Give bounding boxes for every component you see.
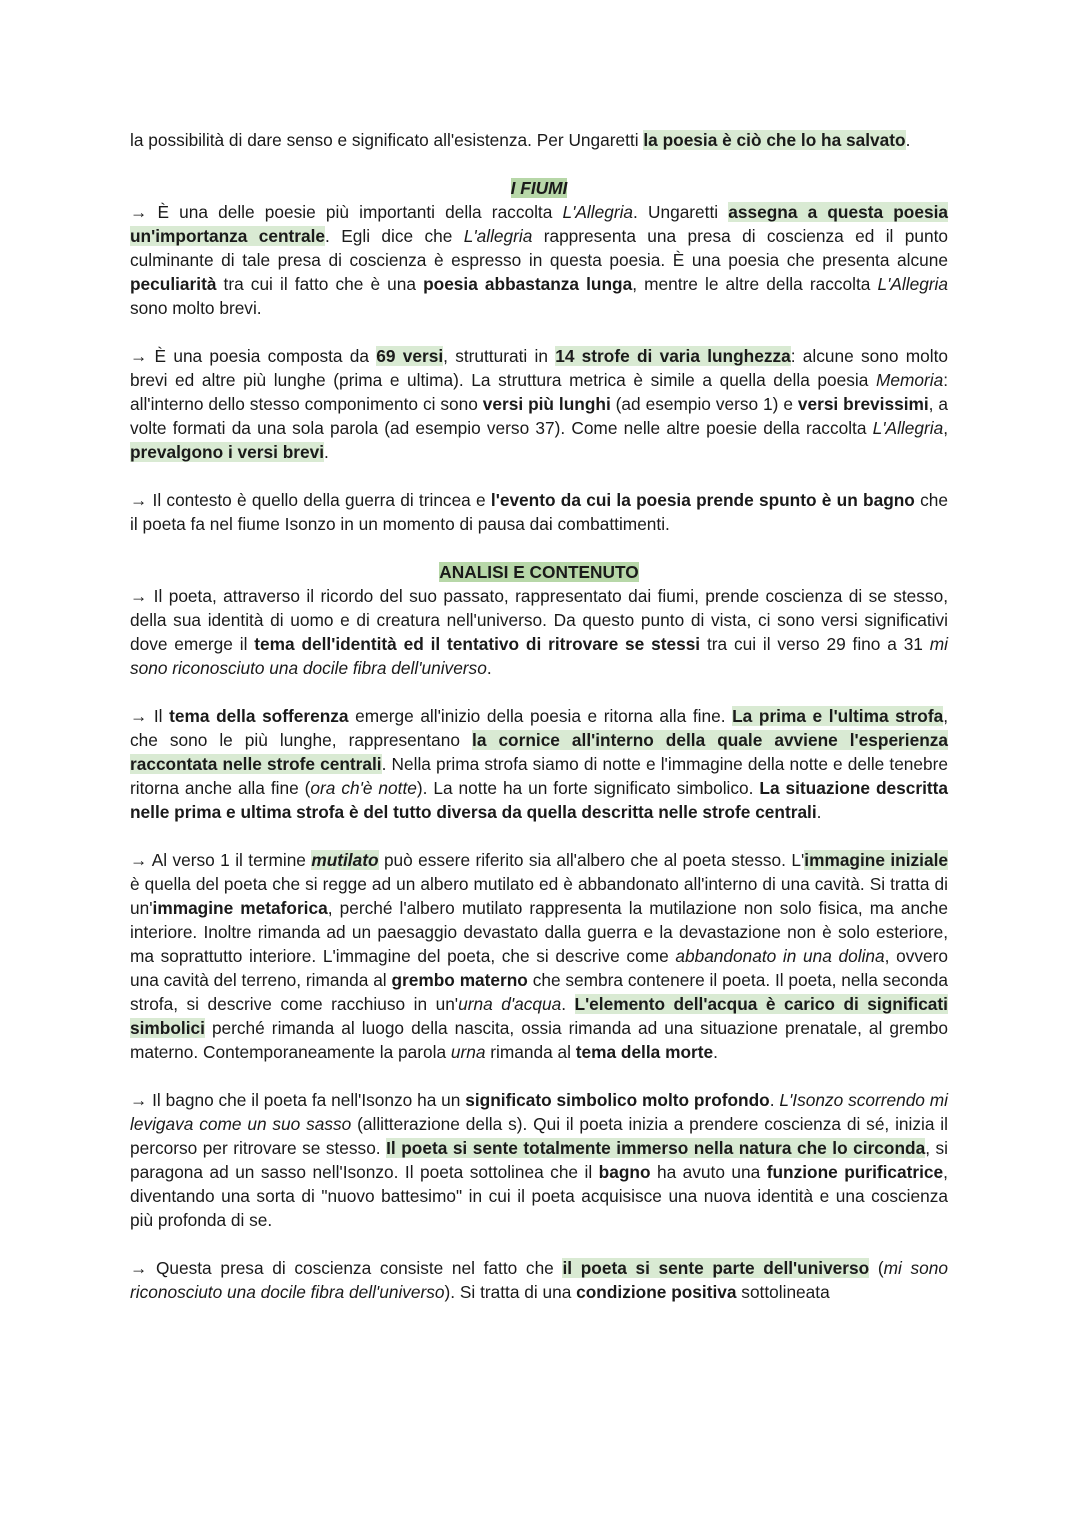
text: .	[905, 130, 911, 150]
text: tra cui il verso 29 fino a 31	[700, 634, 930, 654]
text: (	[869, 1258, 884, 1278]
highlight: la cornice all'interno della quale avviene l'esperienza raccontata nelle strofe centrali	[130, 730, 948, 774]
paragraph-structure	[130, 344, 948, 464]
document-page	[130, 128, 948, 1328]
paragraph-bagno	[130, 1088, 948, 1232]
paragraph-mutilato	[130, 848, 948, 1064]
bold-text: tema della sofferenza	[169, 706, 349, 726]
text: rimanda al	[485, 1042, 576, 1062]
text: (allitterazione della s). Qui il poeta inizia a prendere coscienza di sé, inizia il percorso per ritrovare se stesso.	[130, 1114, 948, 1158]
text: rappresenta una presa di coscienza ed il punto culminante di tale presa di coscienza è espresso in questa poesia. È una poesia che presenta alcune	[130, 226, 948, 270]
bold-text: bagno	[598, 1162, 651, 1182]
heading-text: I FIUMI	[510, 178, 568, 198]
text: è quella del poeta che si regge ad un albero mutilato ed è abbandonato all'interno di una cavità. Si tratta di un'	[130, 874, 948, 918]
text: ha avuto una	[650, 1162, 767, 1182]
italic-text: Memoria	[875, 370, 944, 390]
text: → È una poesia composta da	[130, 346, 377, 366]
bold-text: grembo materno	[391, 970, 528, 990]
text: perché rimanda al luogo della nascita, ossia rimanda ad una situazione prenatale, al grembo materno. Contemporaneamente la parola	[130, 1018, 948, 1062]
text: .	[561, 994, 575, 1014]
bold-text: significato simbolico molto profondo	[465, 1090, 770, 1110]
text: sono molto brevi.	[130, 298, 262, 318]
bold-text: peculiarità	[130, 274, 217, 294]
text: (ad esempio verso 1) e	[610, 394, 798, 414]
text: la possibilità di dare senso e significato all'esistenza. Per Ungaretti	[130, 130, 644, 150]
text: , si paragona ad un sasso nell'Isonzo. Il poeta sottolinea che il	[130, 1138, 948, 1182]
bold-text: l'evento da cui la poesia prende spunto è un bagno	[490, 490, 915, 510]
text: → È una delle poesie più importanti della raccolta	[130, 202, 563, 222]
text: .	[486, 658, 492, 678]
text: , a volte formati da una sola parola (ad esempio verso 37). Come nelle altre poesie della raccolta	[130, 394, 949, 438]
text: .	[769, 1090, 780, 1110]
italic-text: ora ch'è notte	[310, 778, 417, 798]
section-heading-i-fiumi	[130, 176, 948, 200]
text: → Il bagno che il poeta fa nell'Isonzo ha un	[130, 1090, 466, 1110]
paragraph-identity	[130, 584, 948, 680]
text: ,	[943, 418, 948, 438]
text: . Ungaretti	[633, 202, 729, 222]
bold-text: funzione purificatrice	[766, 1162, 944, 1182]
text: , strutturati in	[443, 346, 556, 366]
text: : all'interno dello stesso componimento ci sono	[130, 370, 948, 414]
bold-text: La situazione descritta nelle prima e ultima strofa è del tutto diversa da quella descritta nelle strofe centrali	[130, 778, 948, 822]
bold-text: tema della morte	[575, 1042, 714, 1062]
text: ). La notte ha un forte significato simbolico.	[416, 778, 760, 798]
text: , perché l'albero mutilato rappresenta la mutilazione non solo fisica, ma anche interiore. Inoltre rimanda ad un paesaggio devastato dalla guerra e la devastazione non è solo esteriore, ma soprattutto interiore. L'immagine del poeta, che si descrive come	[130, 898, 948, 966]
bold-text: poesia abbastanza lunga	[423, 274, 633, 294]
bold-text: condizione positiva	[576, 1282, 737, 1302]
highlight: prevalgono i versi brevi	[130, 442, 325, 462]
bold-text: tema dell'identità ed il tentativo di ritrovare se stessi	[254, 634, 701, 654]
paragraph-context	[130, 488, 948, 536]
text: .	[324, 442, 329, 462]
highlight: immagine iniziale	[804, 850, 948, 870]
highlight: assegna a questa poesia un'importanza centrale	[130, 202, 948, 246]
italic-text: L'Isonzo scorrendo mi levigava come un suo sasso	[130, 1090, 948, 1134]
italic-text: mi sono riconosciuto una docile fibra dell'universo	[130, 1258, 948, 1302]
italic-text: L'Allegria	[877, 274, 949, 294]
text: che il poeta fa nel fiume Isonzo in un momento di pausa dai combattimenti.	[130, 490, 948, 534]
text: . Egli dice che	[325, 226, 464, 246]
text: tra cui il fatto che è una	[216, 274, 424, 294]
paragraph-intro	[130, 128, 948, 152]
text: , che sono le più lunghe, rappresentano	[130, 706, 949, 750]
italic-text: abbandonato in una dolina	[675, 946, 885, 966]
paragraph-coscienza	[130, 1256, 948, 1304]
italic-text: urna d'acqua	[458, 994, 562, 1014]
highlight: 14 strofe di varia lunghezza	[555, 346, 791, 366]
text: → Questa presa di coscienza consiste nel fatto che	[130, 1258, 563, 1278]
highlight: mutilato	[311, 850, 379, 870]
text: , diventando una sorta di "nuovo battesimo" in cui il poeta acquisisce una nuova identità e una coscienza più profonda di se.	[130, 1162, 948, 1230]
text: sottolineata	[736, 1282, 830, 1302]
italic-text: mi sono riconosciuto una docile fibra dell'universo	[130, 634, 948, 678]
text: .	[816, 802, 822, 822]
text: ). Si tratta di una	[444, 1282, 577, 1302]
highlight: il poeta si sente parte dell'universo	[562, 1258, 870, 1278]
text: , ovvero una cavità del terreno, rimanda al	[130, 946, 948, 990]
bold-text: immagine metaforica	[152, 898, 328, 918]
paragraph-importance	[130, 200, 948, 320]
text: .	[713, 1042, 718, 1062]
text: , mentre le altre della raccolta	[632, 274, 878, 294]
italic-text: L'allegria	[463, 226, 533, 246]
text: → Il contesto è quello della guerra di trincea e	[130, 490, 491, 510]
highlight: Il poeta si sente totalmente immerso nella natura che lo circonda	[386, 1138, 926, 1158]
text: che sembra contenere il poeta. Il poeta, nella seconda strofa, si descrive come racchiuso in un'	[130, 970, 948, 1014]
section-heading-analisi	[130, 560, 948, 584]
highlight: L'elemento dell'acqua è carico di significati simbolici	[130, 994, 948, 1038]
text: emerge all'inizio della poesia e ritorna alla fine.	[348, 706, 733, 726]
highlight: la poesia è ciò che lo ha salvato	[643, 130, 906, 150]
paragraph-suffering	[130, 704, 948, 824]
italic-text: L'Allegria	[872, 418, 944, 438]
italic-text: urna	[450, 1042, 486, 1062]
highlight: 69 versi	[376, 346, 444, 366]
text: → Al verso 1 il termine	[130, 850, 312, 870]
text: → Il poeta, attraverso il ricordo del suo passato, rappresentato dai fiumi, prende coscienza di se stesso, della sua identità di uomo e di creatura nell'universo. Da questo punto di vista, ci sono versi significativi dove emerge il	[130, 586, 948, 654]
text: → Il	[130, 706, 170, 726]
italic-text: L'Allegria	[562, 202, 634, 222]
bold-text: versi più lunghi	[482, 394, 611, 414]
highlight: La prima e l'ultima strofa	[732, 706, 944, 726]
bold-text: versi brevissimi	[797, 394, 929, 414]
text: . Nella prima strofa siamo di notte e l'immagine della notte e delle tenebre ritorna anche alla fine (	[130, 754, 949, 798]
text: : alcune sono molto brevi ed altre più lunghe (prima e ultima). La struttura metrica è simile a quella della poesia	[130, 346, 948, 390]
text: può essere riferito sia all'albero che al poeta stesso. L'	[378, 850, 805, 870]
heading-text: ANALISI E CONTENUTO	[439, 562, 639, 582]
